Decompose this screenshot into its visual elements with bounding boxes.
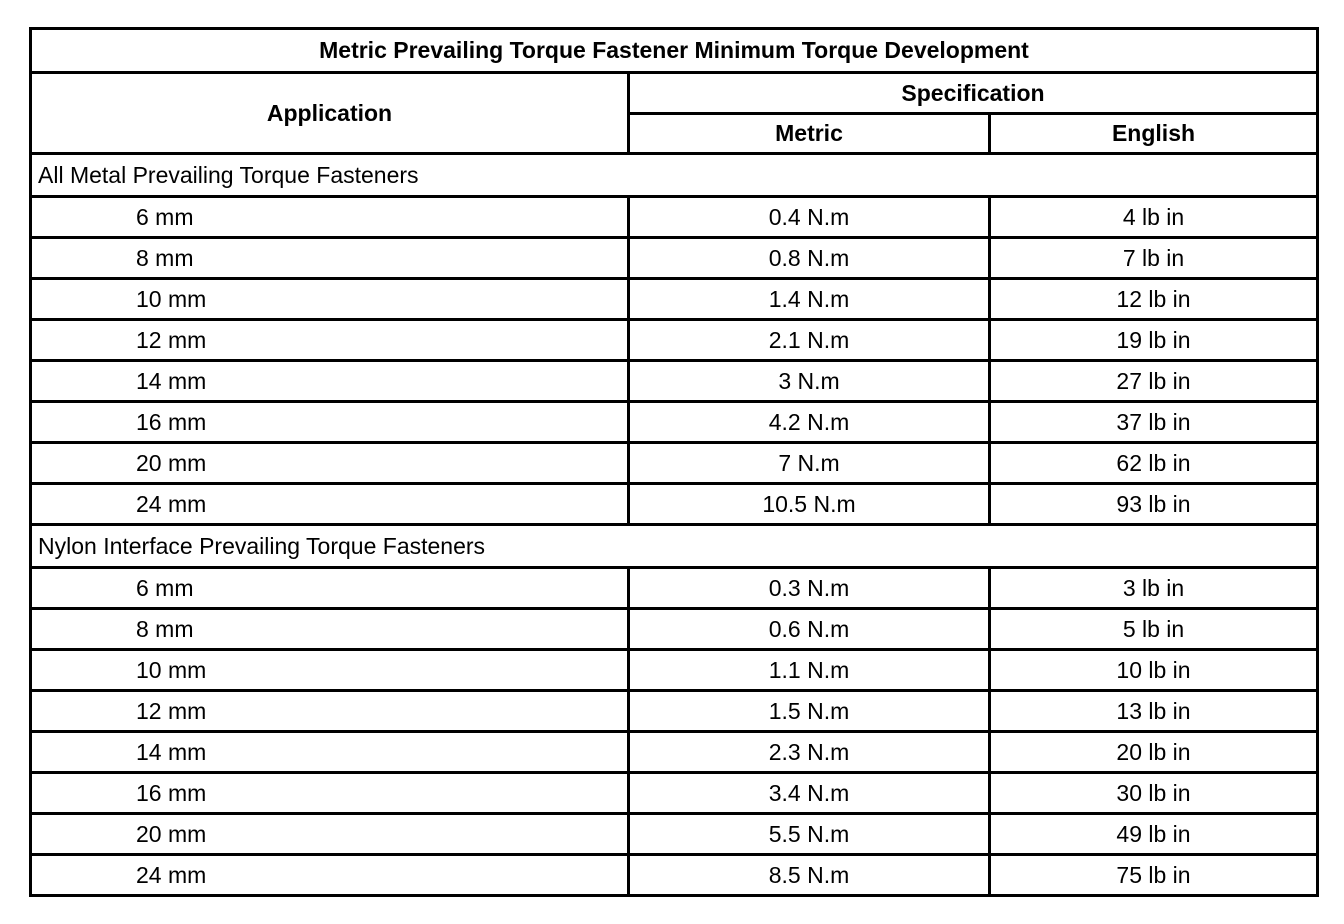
metric-cell: 7 N.m <box>629 443 990 484</box>
english-cell: 30 lb in <box>990 773 1318 814</box>
size-cell: 10 mm <box>31 279 629 320</box>
size-cell: 14 mm <box>31 361 629 402</box>
table-row <box>31 732 1318 773</box>
section-nylon-interface <box>31 525 1318 896</box>
table-row <box>31 568 1318 609</box>
size-cell: 20 mm <box>31 814 629 855</box>
table-row <box>31 691 1318 732</box>
metric-cell: 2.1 N.m <box>629 320 990 361</box>
section-header-row <box>31 525 1318 568</box>
table-row <box>31 609 1318 650</box>
section-all-metal <box>31 154 1318 525</box>
size-cell: 24 mm <box>31 484 629 525</box>
section-header-row <box>31 154 1318 197</box>
english-cell: 13 lb in <box>990 691 1318 732</box>
size-cell: 8 mm <box>31 609 629 650</box>
size-cell: 10 mm <box>31 650 629 691</box>
metric-cell: 0.6 N.m <box>629 609 990 650</box>
english-cell: 62 lb in <box>990 443 1318 484</box>
metric-cell: 1.1 N.m <box>629 650 990 691</box>
application-header: Application <box>31 73 629 154</box>
size-cell: 20 mm <box>31 443 629 484</box>
table-row <box>31 197 1318 238</box>
table-row <box>31 361 1318 402</box>
english-header: English <box>990 114 1318 154</box>
metric-cell: 3.4 N.m <box>629 773 990 814</box>
english-cell: 7 lb in <box>990 238 1318 279</box>
english-cell: 49 lb in <box>990 814 1318 855</box>
metric-cell: 1.5 N.m <box>629 691 990 732</box>
size-cell: 8 mm <box>31 238 629 279</box>
english-cell: 37 lb in <box>990 402 1318 443</box>
metric-cell: 0.8 N.m <box>629 238 990 279</box>
table-row <box>31 650 1318 691</box>
size-cell: 16 mm <box>31 402 629 443</box>
english-cell: 10 lb in <box>990 650 1318 691</box>
metric-cell: 0.3 N.m <box>629 568 990 609</box>
table-row <box>31 238 1318 279</box>
english-cell: 12 lb in <box>990 279 1318 320</box>
english-cell: 3 lb in <box>990 568 1318 609</box>
table-row <box>31 320 1318 361</box>
specification-header: Specification <box>629 73 1318 114</box>
metric-cell: 1.4 N.m <box>629 279 990 320</box>
table-row <box>31 279 1318 320</box>
size-cell: 6 mm <box>31 197 629 238</box>
section-label: All Metal Prevailing Torque Fasteners <box>31 154 1318 197</box>
table-title: Metric Prevailing Torque Fastener Minimum Torque Development <box>31 29 1318 73</box>
english-cell: 27 lb in <box>990 361 1318 402</box>
metric-header: Metric <box>629 114 990 154</box>
metric-cell: 3 N.m <box>629 361 990 402</box>
table-row <box>31 443 1318 484</box>
metric-cell: 5.5 N.m <box>629 814 990 855</box>
table-row <box>31 855 1318 896</box>
metric-cell: 10.5 N.m <box>629 484 990 525</box>
size-cell: 14 mm <box>31 732 629 773</box>
metric-cell: 8.5 N.m <box>629 855 990 896</box>
table-row <box>31 814 1318 855</box>
metric-cell: 4.2 N.m <box>629 402 990 443</box>
table-row <box>31 484 1318 525</box>
table-row <box>31 773 1318 814</box>
english-cell: 75 lb in <box>990 855 1318 896</box>
table-row <box>31 402 1318 443</box>
metric-cell: 2.3 N.m <box>629 732 990 773</box>
size-cell: 24 mm <box>31 855 629 896</box>
section-label: Nylon Interface Prevailing Torque Fasteners <box>31 525 1318 568</box>
size-cell: 12 mm <box>31 320 629 361</box>
english-cell: 93 lb in <box>990 484 1318 525</box>
size-cell: 16 mm <box>31 773 629 814</box>
size-cell: 12 mm <box>31 691 629 732</box>
english-cell: 5 lb in <box>990 609 1318 650</box>
size-cell: 6 mm <box>31 568 629 609</box>
english-cell: 20 lb in <box>990 732 1318 773</box>
english-cell: 19 lb in <box>990 320 1318 361</box>
english-cell: 4 lb in <box>990 197 1318 238</box>
torque-spec-table <box>29 27 1319 897</box>
metric-cell: 0.4 N.m <box>629 197 990 238</box>
table-title-row <box>31 29 1318 73</box>
header-row-top <box>31 73 1318 114</box>
